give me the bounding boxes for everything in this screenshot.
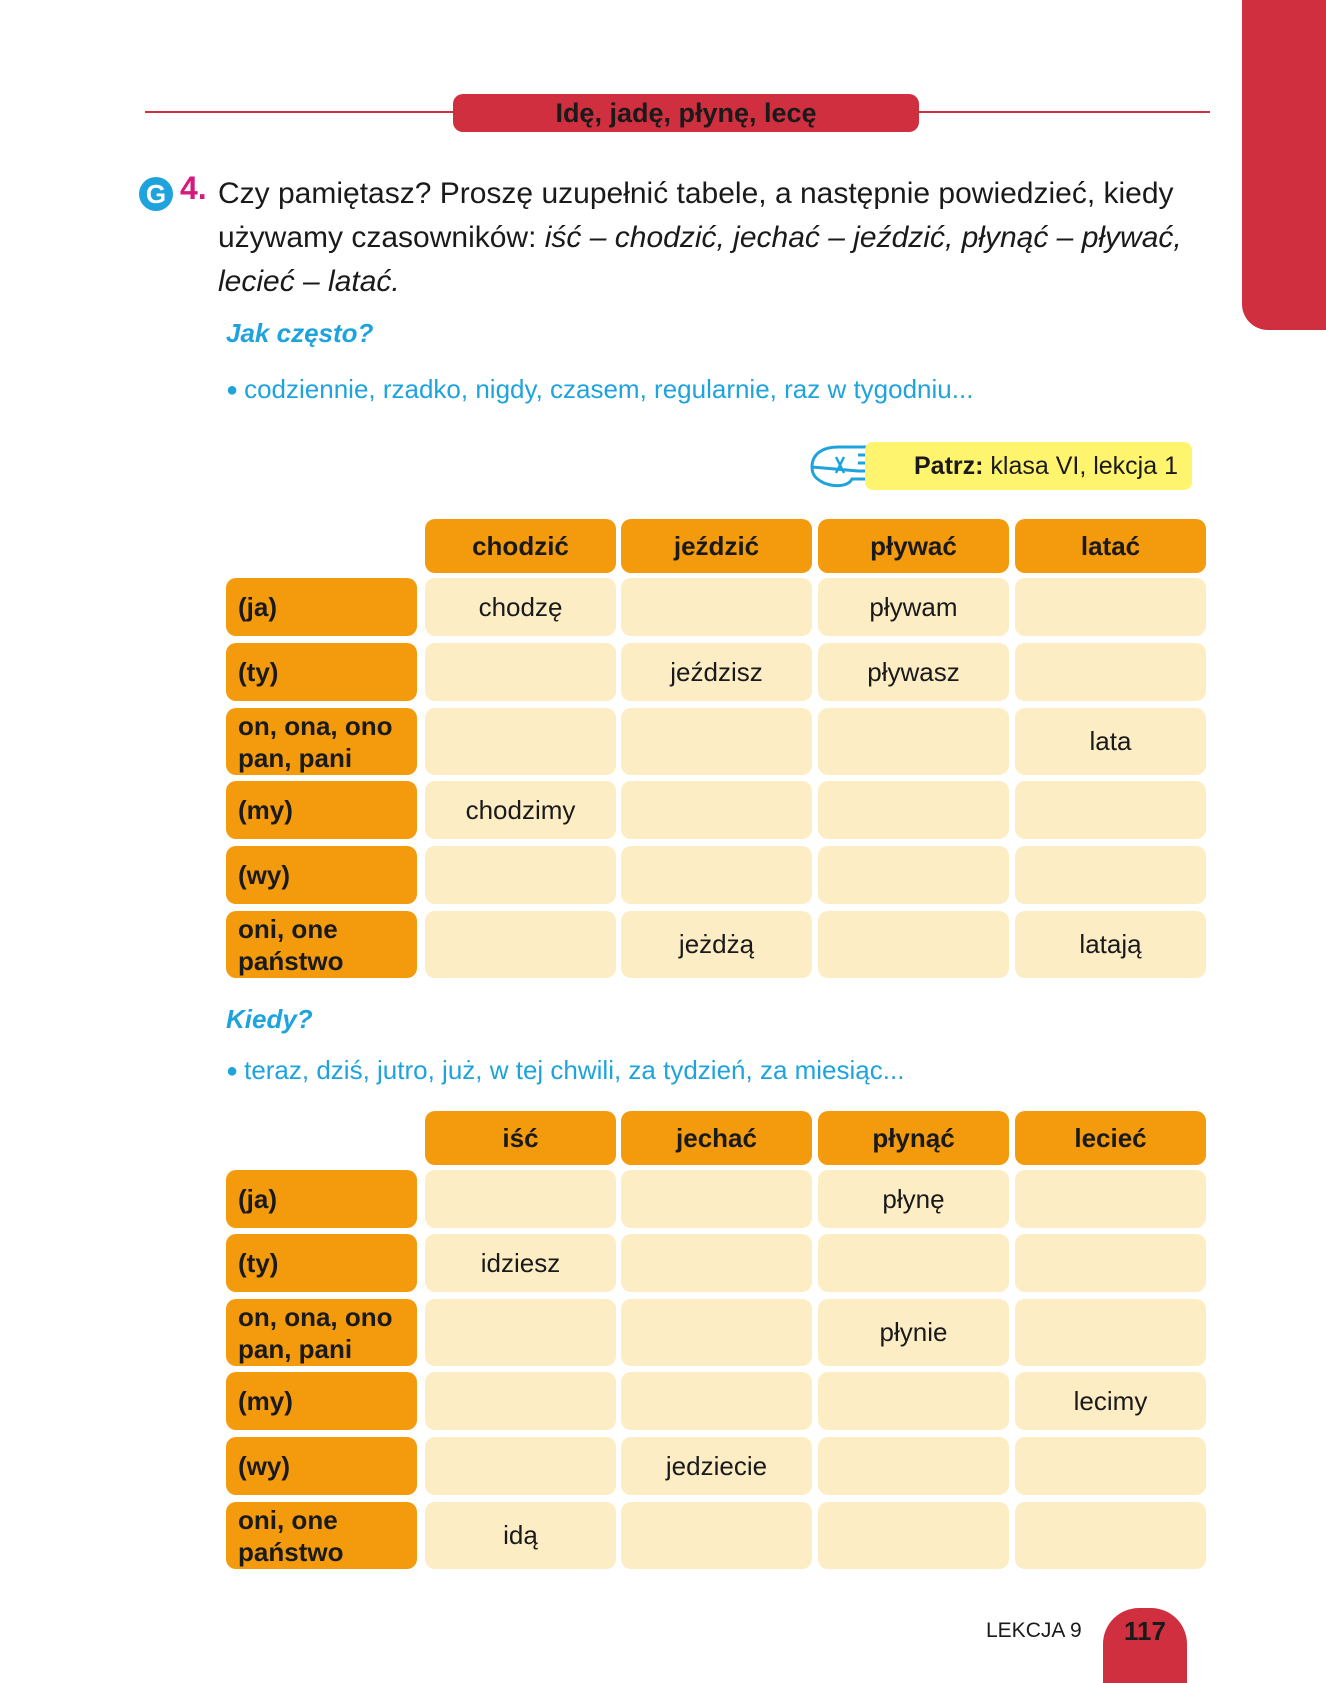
column-header: płynąć xyxy=(818,1111,1009,1165)
chapter-side-tab xyxy=(1242,0,1326,330)
answer-cell[interactable] xyxy=(818,1234,1009,1292)
answer-cell[interactable] xyxy=(621,1299,812,1366)
row-header-line: państwo xyxy=(238,945,344,976)
row-header xyxy=(226,578,417,636)
answer-cell[interactable]: pływasz xyxy=(818,643,1009,701)
column-header: chodzić xyxy=(425,519,616,573)
see-also-note xyxy=(865,442,1192,490)
row-header xyxy=(226,1502,417,1569)
how-often-bullet xyxy=(226,374,973,405)
answer-cell[interactable]: lata xyxy=(1015,708,1206,775)
answer-cell[interactable] xyxy=(621,1372,812,1430)
answer-cell[interactable] xyxy=(425,846,616,904)
row-header-line: pan, pani xyxy=(238,742,353,773)
answer-cell[interactable]: chodzimy xyxy=(425,781,616,839)
section-heading-when: Kiedy? xyxy=(226,1004,313,1034)
answer-cell[interactable] xyxy=(818,1372,1009,1430)
bullet-dot-icon: ● xyxy=(226,1060,239,1082)
answer-cell[interactable] xyxy=(1015,578,1206,636)
answer-cell[interactable] xyxy=(425,1299,616,1366)
answer-cell[interactable] xyxy=(425,643,616,701)
instruction-line-2 xyxy=(218,216,1218,260)
answer-cell[interactable] xyxy=(425,911,616,978)
grammar-g-icon: G xyxy=(139,177,173,211)
answer-cell[interactable]: pływam xyxy=(818,578,1009,636)
row-header-line: oni, one xyxy=(238,1504,338,1535)
answer-cell[interactable] xyxy=(425,1437,616,1495)
row-header xyxy=(226,1170,417,1228)
answer-cell[interactable]: latają xyxy=(1015,911,1206,978)
answer-cell[interactable] xyxy=(1015,1299,1206,1366)
row-header-line: on, ona, ono xyxy=(238,1301,393,1332)
answer-cell[interactable] xyxy=(621,846,812,904)
row-header xyxy=(226,708,417,775)
answer-cell[interactable] xyxy=(621,781,812,839)
answer-cell[interactable] xyxy=(425,1170,616,1228)
exercise-instruction xyxy=(218,172,1218,304)
row-header-line: oni, one xyxy=(238,913,338,944)
column-header: iść xyxy=(425,1111,616,1165)
instruction-verbs: iść – chodzić, jechać – jeździć, płynąć – pływać, xyxy=(544,221,1182,254)
column-header: lecieć xyxy=(1015,1111,1206,1165)
answer-cell[interactable] xyxy=(621,1170,812,1228)
row-header-line: (ty) xyxy=(238,657,279,687)
answer-cell[interactable] xyxy=(818,781,1009,839)
lesson-label: LEKCJA 9 xyxy=(986,1619,1082,1642)
column-header: jeździć xyxy=(621,519,812,573)
row-header-line: (wy) xyxy=(238,860,290,890)
answer-cell[interactable] xyxy=(1015,1502,1206,1569)
row-header xyxy=(226,846,417,904)
answer-cell[interactable] xyxy=(818,708,1009,775)
instruction-line-1: Czy pamiętasz? Proszę uzupełnić tabele, a następnie powiedzieć, kiedy xyxy=(218,177,1174,210)
answer-cell[interactable]: idą xyxy=(425,1502,616,1569)
answer-cell[interactable] xyxy=(621,708,812,775)
answer-cell[interactable]: idziesz xyxy=(425,1234,616,1292)
page-title: Idę, jadę, płynę, lecę xyxy=(453,94,919,132)
answer-cell[interactable]: płynę xyxy=(818,1170,1009,1228)
answer-cell[interactable] xyxy=(818,911,1009,978)
column-header: jechać xyxy=(621,1111,812,1165)
when-words: teraz, dziś, jutro, już, w tej chwili, za tydzień, za miesiąc... xyxy=(244,1055,905,1085)
row-header-line: (my) xyxy=(238,795,293,825)
column-header: latać xyxy=(1015,519,1206,573)
answer-cell[interactable] xyxy=(621,1502,812,1569)
answer-cell[interactable] xyxy=(621,578,812,636)
when-bullet xyxy=(226,1055,904,1086)
bullet-dot-icon: ● xyxy=(226,379,239,401)
row-header-line: (my) xyxy=(238,1386,293,1416)
see-also-text: klasa VI, lekcja 1 xyxy=(990,452,1178,480)
column-header: pływać xyxy=(818,519,1009,573)
row-header xyxy=(226,1372,417,1430)
row-header xyxy=(226,1437,417,1495)
row-header-line: państwo xyxy=(238,1536,344,1567)
row-header-line: (ja) xyxy=(238,1184,277,1214)
answer-cell[interactable] xyxy=(425,708,616,775)
answer-cell[interactable] xyxy=(425,1372,616,1430)
answer-cell[interactable] xyxy=(1015,846,1206,904)
answer-cell[interactable] xyxy=(621,1234,812,1292)
row-header xyxy=(226,643,417,701)
row-header xyxy=(226,1299,417,1366)
answer-cell[interactable] xyxy=(818,846,1009,904)
answer-cell[interactable]: jeździsz xyxy=(621,643,812,701)
page-number: 117 xyxy=(1103,1608,1187,1683)
answer-cell[interactable] xyxy=(818,1437,1009,1495)
exercise-number: 4. xyxy=(180,170,207,206)
row-header-line: (ja) xyxy=(238,592,277,622)
row-header-line: (ty) xyxy=(238,1248,279,1278)
row-header xyxy=(226,911,417,978)
answer-cell[interactable]: jeżdżą xyxy=(621,911,812,978)
answer-cell[interactable]: płynie xyxy=(818,1299,1009,1366)
section-heading-how-often: Jak często? xyxy=(226,318,374,348)
instruction-line-2-prefix: używamy czasowników: xyxy=(218,221,545,254)
answer-cell[interactable]: jedziecie xyxy=(621,1437,812,1495)
how-often-words: codziennie, rzadko, nigdy, czasem, regularnie, raz w tygodniu... xyxy=(244,374,974,404)
answer-cell[interactable] xyxy=(1015,1234,1206,1292)
row-header-line: on, ona, ono xyxy=(238,710,393,741)
answer-cell[interactable]: chodzę xyxy=(425,578,616,636)
row-header-line: pan, pani xyxy=(238,1333,353,1364)
answer-cell[interactable] xyxy=(818,1502,1009,1569)
see-also-label: Patrz: xyxy=(913,452,984,480)
row-header-line: (wy) xyxy=(238,1451,290,1481)
answer-cell[interactable] xyxy=(1015,1170,1206,1228)
answer-cell[interactable] xyxy=(1015,1437,1206,1495)
answer-cell[interactable] xyxy=(1015,781,1206,839)
instruction-line-3: lecieć – latać. xyxy=(218,265,400,298)
row-header xyxy=(226,781,417,839)
answer-cell[interactable] xyxy=(1015,643,1206,701)
answer-cell[interactable]: lecimy xyxy=(1015,1372,1206,1430)
row-header xyxy=(226,1234,417,1292)
